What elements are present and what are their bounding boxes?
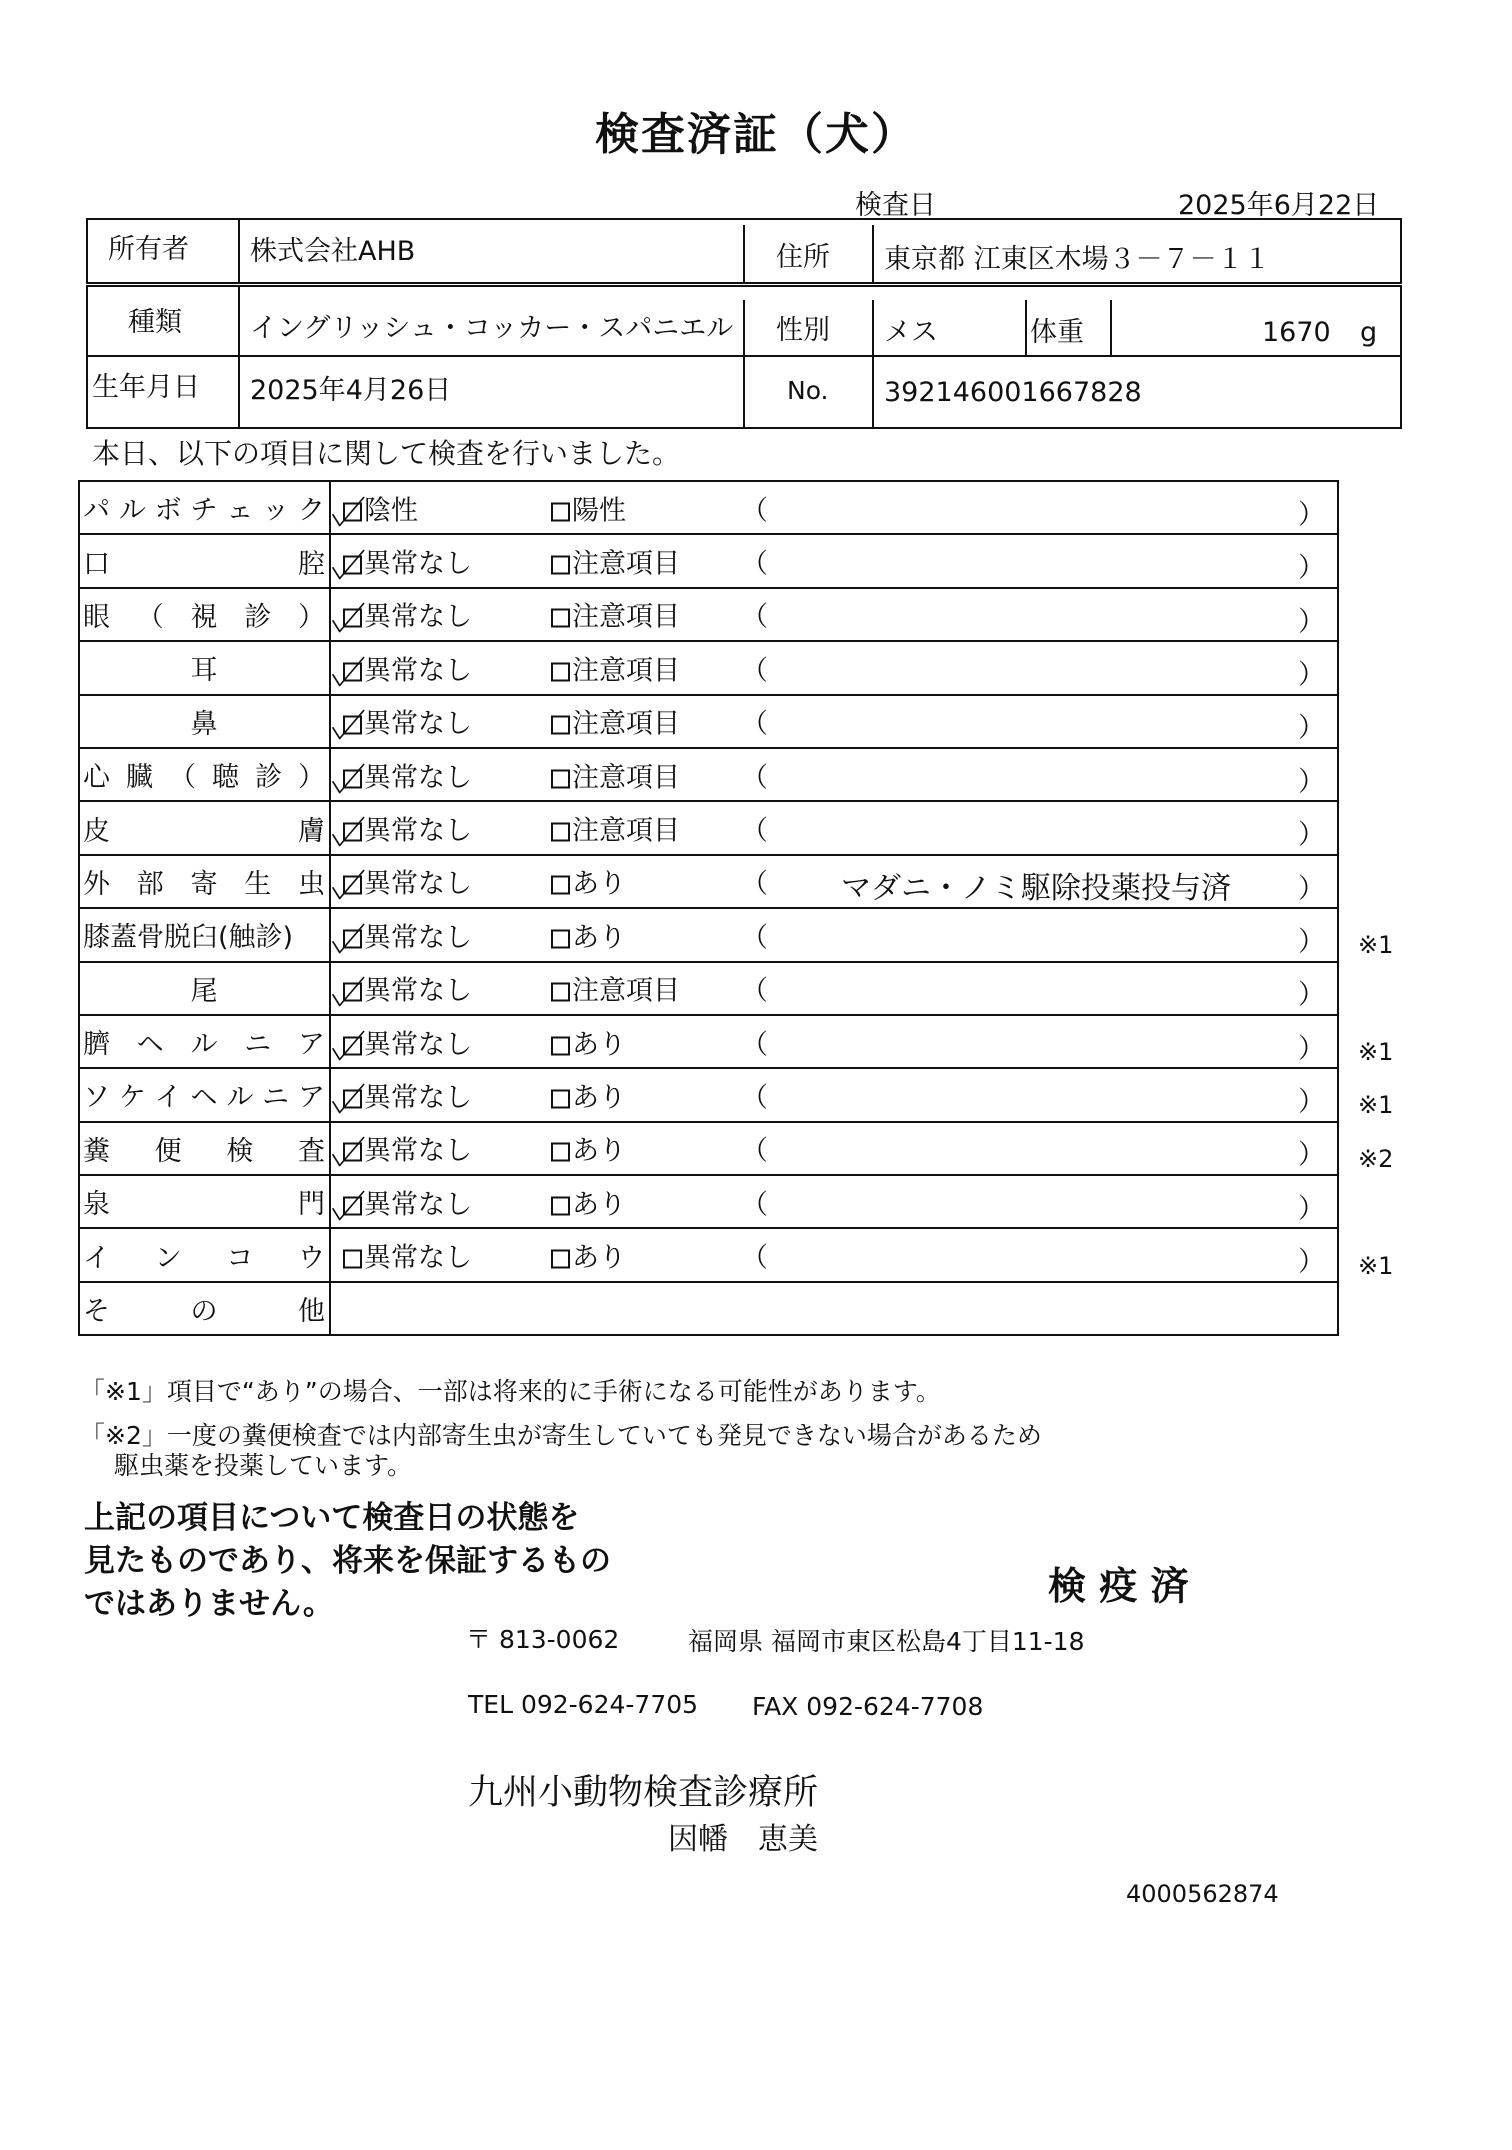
item-result-cell [330,1068,1338,1121]
table-row [79,801,1338,854]
option-normal [343,1022,472,1061]
option-normal [343,1129,472,1168]
footnote-2-line2: 駆虫薬を投薬しています。 [114,1451,413,1480]
table-row [79,1015,1338,1068]
table-row [79,1122,1338,1175]
option-abnormal-label: 注意項目 [572,708,680,740]
option-abnormal-label: あり [572,868,626,900]
table-row [79,1228,1338,1281]
item-label-cell [79,1015,330,1068]
option-normal-label: 陰性 [364,495,418,527]
weight-label: 体重 [1030,317,1084,348]
item-result-cell [330,855,1338,908]
checkbox-icon [551,1196,570,1215]
option-abnormal [551,1075,626,1114]
check-mark-icon [329,761,369,795]
paren-open: （ [741,601,768,633]
footnote-2-line1: 「※2」一度の糞便検査では内部寄生虫が寄生していても発見できない場合があるため [80,1421,1042,1450]
option-abnormal [551,702,680,741]
item-label-cell [79,1282,330,1335]
option-abnormal-label: あり [572,922,626,954]
item-note-marker: ※1 [1358,1251,1394,1280]
option-normal-label: 異常なし [364,762,472,794]
option-normal [343,648,472,687]
item-label-cell [79,908,330,961]
checkbox-icon [551,662,570,681]
table-row [79,481,1338,534]
item-label-cell [79,1122,330,1175]
option-abnormal-label: あり [572,1242,626,1274]
table-row [79,588,1338,641]
inspector-name: 因幡 恵美 [668,1822,818,1857]
option-abnormal [551,1129,626,1168]
table-row [79,1282,1338,1335]
tel: TEL 092-624-7705 [468,1690,699,1719]
option-abnormal-label: あり [572,1029,626,1061]
option-abnormal-label: あり [572,1135,626,1167]
option-normal-label: 異常なし [364,975,472,1007]
item-result-cell [330,1282,1338,1335]
option-normal-label: 異常なし [364,655,472,687]
item-result-cell [330,962,1338,1015]
option-abnormal [551,809,680,848]
item-label: 皮 膚 [83,815,325,847]
item-label-cell [79,588,330,641]
item-result-cell [330,801,1338,854]
option-abnormal [551,1182,626,1221]
option-normal [343,1075,472,1114]
paren-close: ） [1298,1086,1325,1118]
item-label: 口 腔 [83,548,325,580]
item-label: 尾 [190,975,218,1007]
option-normal [343,1236,472,1275]
item-label: 膝蓋骨脱臼(触診) [83,922,294,954]
option-normal-label: 異常なし [364,1189,472,1221]
item-result-cell [330,588,1338,641]
item-label: 外 部 寄 生 虫 [83,868,325,900]
checkbox-icon [551,716,570,735]
option-normal [343,1182,472,1221]
item-result-cell [330,695,1338,748]
option-abnormal [551,915,626,954]
item-label: 眼 （ 視 診 ） [83,601,325,633]
weight-value: 1670 [1262,317,1331,348]
table-row [79,695,1338,748]
intro-text: 本日、以下の項目に関して検査を行いました。 [92,437,681,470]
paren-open: （ [741,1082,768,1114]
inspection-items-table [78,480,1339,1336]
paren-close: ） [1298,819,1325,851]
disclaimer-line1: 上記の項目について検査日の状態を [84,1500,580,1536]
table-row [79,1068,1338,1121]
option-normal-label: 異常なし [364,868,472,900]
item-note-marker: ※1 [1358,931,1394,960]
checkbox-icon [343,1250,362,1269]
checkbox-icon [551,1089,570,1108]
item-result-cell [330,641,1338,694]
paren-open: （ [741,708,768,740]
item-result-cell [330,748,1338,801]
birth-label: 生年月日 [92,372,200,403]
item-label: ソ ケ イ ヘ ル ニ ア [83,1082,325,1114]
paren-open: （ [741,495,768,527]
table-row [79,855,1338,908]
paren-open: （ [741,922,768,954]
paren-open: （ [741,815,768,847]
birth-value: 2025年4月26日 [250,375,452,406]
option-abnormal [551,488,626,527]
option-abnormal-label: 注意項目 [572,762,680,794]
weight-unit: g [1360,317,1378,348]
option-normal [343,755,472,794]
checkbox-icon [551,1036,570,1055]
checkbox-icon [551,609,570,628]
item-result-cell [330,1015,1338,1068]
item-label-cell [79,748,330,801]
checkbox-icon [551,556,570,575]
check-mark-icon [329,654,369,688]
quarantine-stamp: 検 疫 済 [1048,1564,1189,1608]
item-label-cell [79,962,330,1015]
item-label-cell [79,534,330,587]
clinic-name: 九州小動物検査診療所 [468,1773,819,1813]
option-abnormal-label: 注意項目 [572,975,680,1007]
option-normal-label: 異常なし [364,1029,472,1061]
inspection-date-label: 検査日 [855,190,936,221]
option-abnormal [551,969,680,1008]
option-abnormal-label: 注意項目 [572,655,680,687]
item-note-marker: ※1 [1358,1038,1394,1066]
item-note-marker: ※1 [1358,1091,1394,1120]
option-normal-label: 異常なし [364,1242,472,1274]
postal-code: 〒 813-0062 [466,1625,620,1654]
paren-open: （ [741,868,768,900]
inspection-date-value: 2025年6月22日 [1178,190,1380,221]
paren-close: ） [1298,1193,1325,1225]
check-mark-icon [329,815,369,849]
paren-open: （ [741,1189,768,1221]
disclaimer-line2: 見たものであり、将来を保証するもの [84,1543,611,1579]
sex-value: メス [884,317,938,348]
table-row [79,748,1338,801]
paren-close: ） [1298,1033,1325,1065]
checkbox-icon [551,876,570,895]
checkbox-icon [551,983,570,1002]
check-mark-icon [329,601,369,635]
paren-open: （ [741,1029,768,1061]
item-result-cell [330,908,1338,961]
paren-close: ） [1298,712,1325,744]
checkbox-icon [551,769,570,788]
option-abnormal-label: 注意項目 [572,548,680,580]
disclaimer-line3: ではありません。 [84,1586,334,1622]
paren-close: ） [1298,552,1325,584]
checkbox-icon [551,502,570,521]
option-abnormal-label: あり [572,1082,626,1114]
paren-close: ） [1298,873,1325,905]
footnote-1: 「※1」項目で“あり”の場合、一部は将来的に手術になる可能性があります。 [80,1377,941,1406]
item-label: イ ン コ ウ [83,1242,325,1274]
paren-close: ） [1298,1139,1325,1171]
table-row [79,1175,1338,1228]
option-normal-label: 異常なし [364,922,472,954]
sex-label: 性別 [776,315,830,346]
option-abnormal-label: 注意項目 [572,601,680,633]
owner-label: 所有者 [108,234,189,265]
check-mark-icon [329,921,369,955]
check-mark-icon [329,1081,369,1115]
paren-open: （ [741,548,768,580]
paren-close: ） [1298,1246,1325,1278]
item-label-cell [79,695,330,748]
item-result-cell [330,1228,1338,1281]
option-normal [343,542,472,581]
option-normal [343,809,472,848]
item-label-cell [79,481,330,534]
paren-close: ） [1298,979,1325,1011]
checkbox-icon [551,823,570,842]
number-label: No. [787,376,829,405]
option-normal [343,595,472,634]
option-abnormal [551,1022,626,1061]
check-mark-icon [329,708,369,742]
item-label-cell [79,1175,330,1228]
check-mark-icon [329,975,369,1009]
check-mark-icon [329,1188,369,1222]
item-note-marker: ※2 [1358,1144,1394,1173]
item-label-cell [79,855,330,908]
paren-open: （ [741,1135,768,1167]
number-value: 392146001667828 [884,377,1142,408]
breed-label: 種類 [128,307,182,338]
item-result-cell [330,481,1338,534]
item-result-cell [330,1122,1338,1175]
option-abnormal [551,1236,626,1275]
option-normal [343,862,472,901]
document-title: 検査済証（犬） [595,109,917,160]
option-normal-label: 異常なし [364,1135,472,1167]
option-normal [343,702,472,741]
option-normal-label: 異常なし [364,815,472,847]
paren-open: （ [741,975,768,1007]
item-label-cell [79,1228,330,1281]
check-mark-icon [329,1028,369,1062]
paren-close: ） [1298,926,1325,958]
checkbox-icon [551,929,570,948]
item-label: パ ル ボ チ ェ ッ ク [83,495,325,527]
item-label: 臍 ヘ ル ニ ア [83,1029,325,1061]
paren-close: ） [1298,766,1325,798]
checkbox-icon [551,1250,570,1269]
checkbox-icon [551,1143,570,1162]
option-abnormal [551,542,680,581]
option-abnormal-label: 陽性 [572,495,626,527]
table-row [79,962,1338,1015]
option-normal-label: 異常なし [364,708,472,740]
option-normal [343,969,472,1008]
item-label: 泉 門 [83,1189,325,1221]
option-abnormal-label: 注意項目 [572,815,680,847]
paren-close: ） [1298,606,1325,638]
option-abnormal [551,595,680,634]
item-result-cell [330,534,1338,587]
option-normal-label: 異常なし [364,1082,472,1114]
item-label: 心 臓 （ 聴 診 ） [83,762,325,794]
item-label-cell [79,641,330,694]
breed-value: イングリッシュ・コッカー・スパニエル [250,313,734,344]
check-mark-icon [329,494,369,528]
paren-open: （ [741,762,768,794]
paren-close: ） [1298,659,1325,691]
address-label: 住所 [776,242,830,273]
item-label: そ の 他 [83,1296,325,1328]
item-label: 鼻 [190,708,218,740]
item-result-cell [330,1175,1338,1228]
table-row [79,908,1338,961]
item-label-cell [79,801,330,854]
item-label-cell [79,1068,330,1121]
owner-value: 株式会社AHB [250,236,416,267]
paren-open: （ [741,1242,768,1274]
document-number: 4000562874 [1126,1880,1279,1908]
check-mark-icon [329,548,369,582]
item-label: 糞 便 検 査 [83,1135,325,1167]
table-row [79,534,1338,587]
option-normal-label: 異常なし [364,548,472,580]
check-mark-icon [329,1135,369,1169]
option-abnormal-label: あり [572,1189,626,1221]
paren-open: （ [741,655,768,687]
address-value: 東京都 江東区木場３－７－１１ [884,244,1271,275]
item-label: 耳 [190,655,218,687]
postal-address: 福岡県 福岡市東区松島4丁目11-18 [688,1627,1085,1656]
option-abnormal [551,648,680,687]
option-normal-label: 異常なし [364,601,472,633]
table-row [79,641,1338,694]
option-abnormal [551,755,680,794]
option-abnormal [551,862,626,901]
option-normal [343,915,472,954]
item-remark: マダニ・ノミ駆除投薬投与済 [841,870,1231,906]
paren-close: ） [1298,499,1325,531]
check-mark-icon [329,868,369,902]
option-normal [343,488,418,527]
fax: FAX 092-624-7708 [752,1692,984,1721]
